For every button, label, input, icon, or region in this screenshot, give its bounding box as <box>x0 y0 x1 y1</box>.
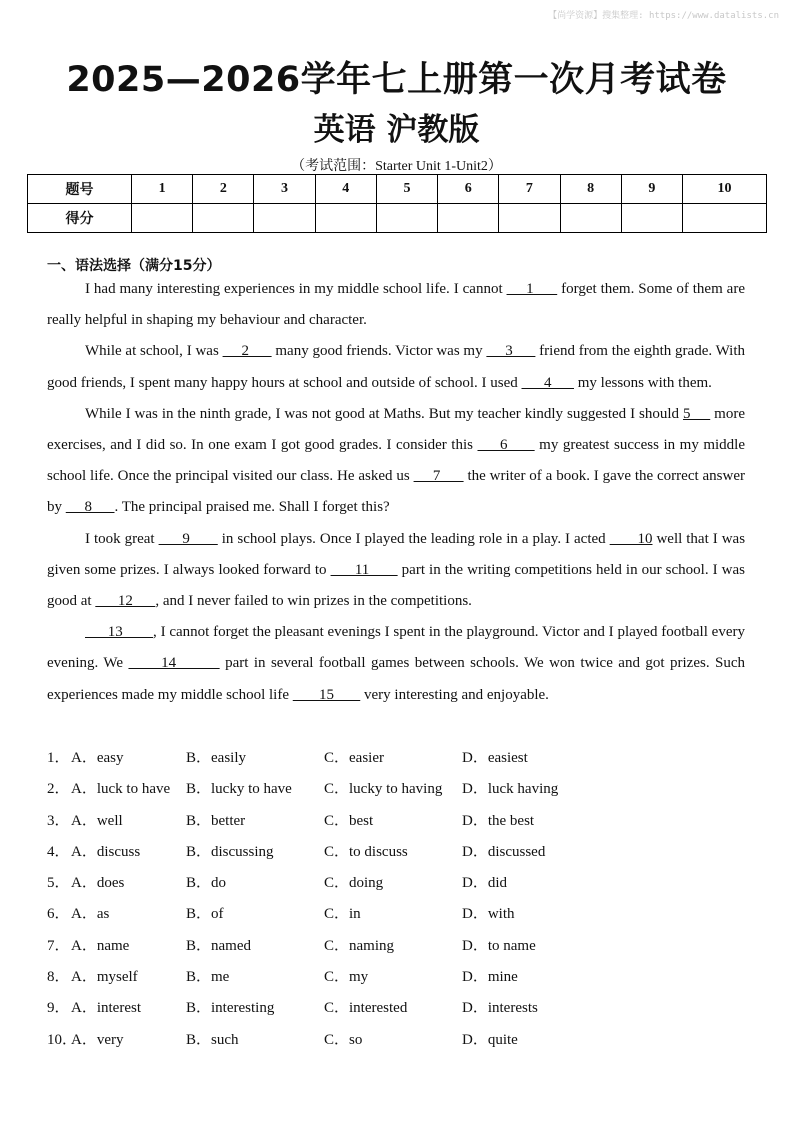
passage-paragraph <box>47 274 745 336</box>
option-d: D．with <box>462 906 515 923</box>
question-number: 5． <box>47 875 70 892</box>
blank-6: 6 <box>477 437 535 454</box>
passage-text: While at school, I was <box>85 343 223 360</box>
option-d: D．the best <box>462 812 535 829</box>
score-cell <box>621 204 682 233</box>
blank-7: 7 <box>413 468 464 485</box>
score-table-header-row <box>28 175 767 204</box>
cloze-passage <box>47 274 745 711</box>
score-cell <box>683 204 767 233</box>
option-d: D．to name <box>462 937 536 954</box>
blank-5: 5 <box>682 405 711 422</box>
passage-text: part in the writing competitions held in our school. I was good at <box>47 561 746 610</box>
score-table-row-label: 题号 <box>28 175 132 204</box>
watermark: 【尚学资源】搜集整理: https://www.datalists.cn <box>548 11 779 21</box>
option-a: A．name <box>71 937 130 954</box>
option-b: B．such <box>186 1031 239 1048</box>
score-cell <box>254 204 315 233</box>
passage-paragraph <box>47 336 745 398</box>
score-cell <box>193 204 254 233</box>
blank-2: 2 <box>222 343 272 360</box>
question-row <box>47 993 747 1024</box>
score-cell <box>560 204 621 233</box>
passage-text: more exercises, and I did so. In one exam I got good grades. I consider this <box>47 405 745 454</box>
blank-15: 15 <box>292 686 361 703</box>
exam-title: 2025—2026学年七上册第一次月考试卷 <box>66 60 727 100</box>
passage-text: friend from the eighth grade. With good friends, I spent many happy hours at school and outside of school. I used <box>47 343 746 391</box>
option-a: A．very <box>71 1031 124 1048</box>
option-b: B．of <box>186 906 224 923</box>
option-a: A．easy <box>71 750 124 766</box>
option-a: A．discuss <box>71 843 141 860</box>
score-table-col: 6 <box>438 175 499 204</box>
option-c: C．to discuss <box>324 843 408 860</box>
question-row <box>47 774 747 805</box>
exam-range: （考试范围：Starter Unit 1-Unit2） <box>291 159 502 174</box>
option-b: B．better <box>186 812 246 829</box>
option-a: A．luck to have <box>71 781 171 798</box>
score-table-col: 7 <box>499 175 560 204</box>
passage-text: my lessons with them. <box>574 374 712 391</box>
question-options <box>47 743 747 1056</box>
option-b: B．easily <box>186 750 246 766</box>
passage-paragraph <box>47 399 745 524</box>
question-number: 2． <box>47 781 70 798</box>
option-c: C．lucky to having <box>324 781 443 798</box>
option-c: C．doing <box>324 875 384 892</box>
score-cell <box>499 204 560 233</box>
blank-8: 8 <box>65 499 115 516</box>
score-table-col: 9 <box>621 175 682 204</box>
score-table-col: 10 <box>683 175 767 204</box>
question-row <box>47 931 747 962</box>
question-number: 1． <box>47 750 70 766</box>
passage-text: I had many interesting experiences in my middle school life. I cannot <box>85 281 507 297</box>
score-table-col: 1 <box>132 175 193 204</box>
exam-subtitle: 英语 沪教版 <box>313 112 480 148</box>
passage-text: very interesting and enjoyable. <box>360 686 549 703</box>
blank-11: 11 <box>330 561 398 578</box>
option-a: A．as <box>71 906 110 923</box>
option-a: A．well <box>71 812 123 829</box>
question-row <box>47 899 747 930</box>
option-b: B．lucky to have <box>186 781 292 798</box>
passage-paragraph <box>47 617 745 711</box>
passage-text: , and I never failed to win prizes in the competitions. <box>155 593 472 610</box>
passage-text: well that I was given some prizes. I always looked forward to <box>47 530 746 578</box>
question-row <box>47 868 747 899</box>
question-row <box>47 1025 747 1056</box>
option-b: B．do <box>186 875 227 892</box>
option-d: D．interests <box>462 1000 538 1017</box>
score-cell <box>315 204 376 233</box>
passage-text: the writer of a book. I gave the correct answer by <box>47 468 746 516</box>
option-c: C．best <box>324 812 374 829</box>
option-b: B．me <box>186 969 230 986</box>
question-row <box>47 837 747 868</box>
score-table-col: 4 <box>315 175 376 204</box>
blank-12: 12 <box>95 593 156 610</box>
passage-text: While I was in the ninth grade, I was not good at Maths. But my teacher kindly suggested I should <box>85 405 683 422</box>
passage-text: I took great <box>85 530 159 547</box>
option-b: B．discussing <box>186 843 274 860</box>
question-number: 10． <box>47 1031 78 1048</box>
passage-text: part in several football games between schools. We won twice and got prizes. Such experiences made my middle school life <box>47 655 746 703</box>
score-table-row-label: 得分 <box>28 204 132 233</box>
blank-3: 3 <box>486 343 536 360</box>
blank-4: 4 <box>521 374 574 391</box>
option-c: C．naming <box>324 937 394 954</box>
question-row <box>47 806 747 837</box>
option-d: D．easiest <box>462 750 528 766</box>
option-d: D．quite <box>462 1031 518 1048</box>
question-number: 9． <box>47 1000 70 1017</box>
section-title: 一、语法选择（满分15分） <box>47 258 221 274</box>
score-table-score-row <box>28 204 767 233</box>
score-table-col: 8 <box>560 175 621 204</box>
blank-10: 10 <box>609 530 653 547</box>
option-b: B．named <box>186 937 251 954</box>
blank-14: 14 <box>128 655 220 672</box>
option-d: D．mine <box>462 969 518 986</box>
score-cell <box>376 204 437 233</box>
question-number: 3． <box>47 812 70 829</box>
option-c: C．easier <box>324 750 384 766</box>
passage-paragraph <box>47 524 745 618</box>
passage-text: many good friends. Victor was my <box>271 343 487 360</box>
score-table-col: 3 <box>254 175 315 204</box>
blank-9: 9 <box>158 530 218 547</box>
option-d: D．discussed <box>462 843 546 860</box>
blank-13: 13 <box>85 624 154 641</box>
passage-text: in school plays. Once I played the leading role in a play. I acted <box>217 530 610 547</box>
score-table-col: 5 <box>376 175 437 204</box>
question-number: 4． <box>47 843 70 860</box>
option-b: B．interesting <box>186 1000 275 1017</box>
passage-text: forget them. Some of them are really helpful in shaping my behaviour and character. <box>47 281 745 329</box>
option-d: D．did <box>462 875 508 892</box>
question-row <box>47 743 747 774</box>
option-c: C．in <box>324 906 361 923</box>
passage-text: , I cannot forget the pleasant evenings I spent in the playground. Victor and I played football every evening. We <box>47 624 745 672</box>
score-cell <box>132 204 193 233</box>
option-a: A．interest <box>71 1000 141 1017</box>
option-a: A．myself <box>71 969 138 986</box>
passage-text: . The principal praised me. Shall I forget this? <box>114 499 390 516</box>
question-number: 7． <box>47 937 70 954</box>
option-a: A．does <box>71 875 125 892</box>
score-table <box>27 174 767 233</box>
blank-1: 1 <box>506 281 558 297</box>
passage-text: my greatest success in my middle school life. Once the principal visited our class. He asked us <box>47 437 746 485</box>
score-table-col: 2 <box>193 175 254 204</box>
option-d: D．luck having <box>462 781 559 798</box>
option-c: C．interested <box>324 1000 408 1017</box>
option-c: C．so <box>324 1031 363 1048</box>
option-c: C．my <box>324 969 369 986</box>
question-number: 8． <box>47 969 70 986</box>
question-number: 6． <box>47 906 70 923</box>
question-row <box>47 962 747 993</box>
score-cell <box>438 204 499 233</box>
